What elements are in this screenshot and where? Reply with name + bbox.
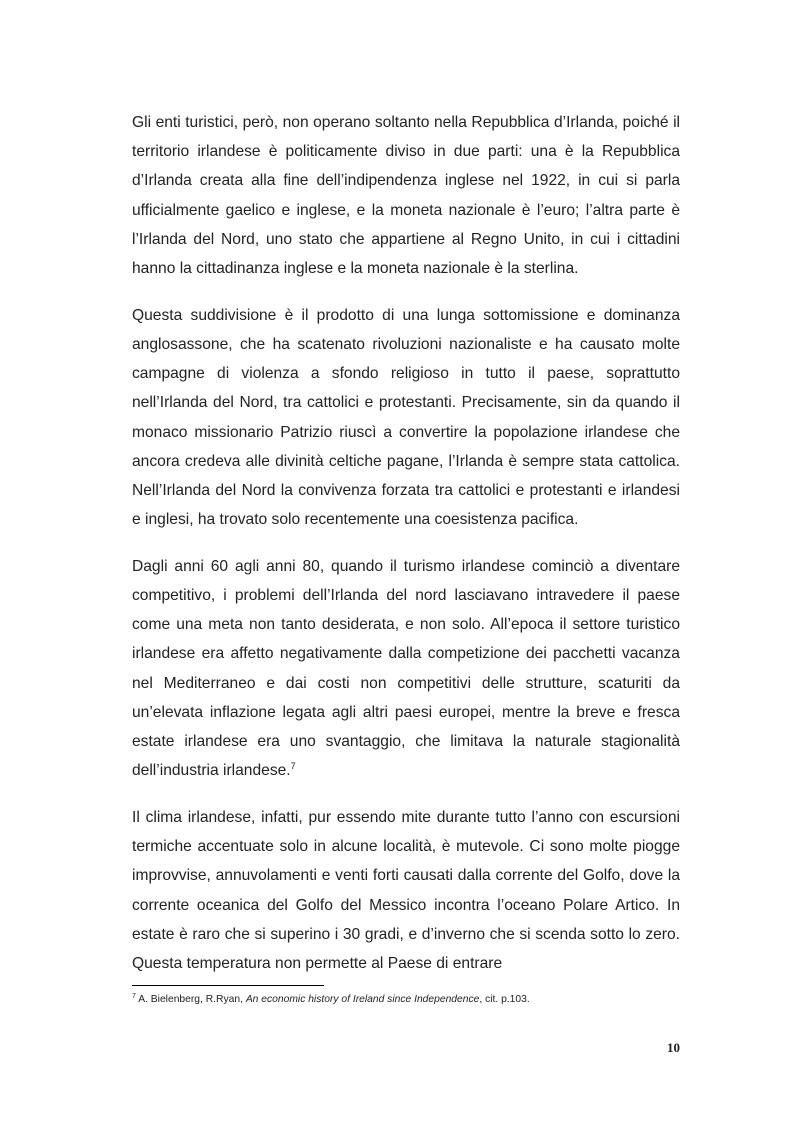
footnote-title: An economic history of Ireland since Independence — [245, 994, 480, 1005]
paragraph-4: Il clima irlandese, infatti, pur essendo mite durante tutto l’anno con escursioni termiche accentuate solo in alcune località, è mutevole. Ci sono molte piogge improvvise, annuvolamenti e venti forti causati dalla corrente del Golfo, dove la corrente oceanica del Golfo del Messico incontra l’oceano Polare Artico. In estate è raro che si superino i 30 gradi, e d’inverno che si scenda sotto lo zero. Questa temperatura non permette al Paese di entrare — [132, 808, 680, 972]
footnote-reference[interactable]: 7 — [290, 761, 296, 772]
paragraph-3 — [132, 552, 680, 786]
footnote-citation: , cit. p.103. — [479, 994, 530, 1005]
footnote-separator — [132, 985, 324, 986]
paragraph-3-text: Dagli anni 60 agli anni 80, quando il turismo irlandese cominciò a diventare competitivo, i problemi dell’Irlanda del nord lasciavano intravedere il paese come una meta non tanto desiderata, e non solo. All’epoca il settore turistico irlandese era affetto negativamente dalla competizione dei pacchetti vacanza nel Mediterraneo e dai costi non competitivi delle strutture, scaturiti da un’elevata inflazione legata agli altri paesi europei, mentre la breve e fresca estate irlandese era uno svantaggio, che limitava la naturale stagionalità dell’industria irlandese. — [132, 557, 680, 780]
paragraph-1: Gli enti turistici, però, non operano soltanto nella Repubblica d’Irlanda, poiché il territorio irlandese è politicamente diviso in due parti: una è la Repubblica d’Irlanda creata alla fine dell’indipendenza inglese nel 1922, in cui si parla ufficialmente gaelico e inglese, e la moneta nazionale è l’euro; l’altra parte è l’Irlanda del Nord, uno stato che appartiene al Regno Unito, in cui i cittadini hanno la cittadinanza inglese e la moneta nazionale è la sterlina. — [132, 114, 680, 278]
paragraph-2: Questa suddivisione è il prodotto di una lunga sottomissione e dominanza anglosassone, che ha scatenato rivoluzioni nazionaliste e ha causato molte campagne di violenza a sfondo religioso in tutto il paese, soprattutto nell’Irlanda del Nord, tra cattolici e protestanti. Precisamente, sin da quando il monaco missionario Patrizio riuscì a convertire la popolazione irlandese che ancora credeva alle divinità celtiche pagane, l’Irlanda è sempre stata cattolica. Nell’Irlanda del Nord la convivenza forzata tra cattolici e protestanti e irlandesi e inglesi, ha trovato solo recentemente una coesistenza pacifica. — [132, 306, 680, 529]
footnote-authors: A. Bielenberg, R.Ryan, — [138, 994, 246, 1005]
page-number: 10 — [667, 1040, 680, 1055]
footnote — [132, 993, 692, 1007]
body-text — [132, 108, 680, 978]
footnote-number: 7 — [132, 993, 136, 1000]
